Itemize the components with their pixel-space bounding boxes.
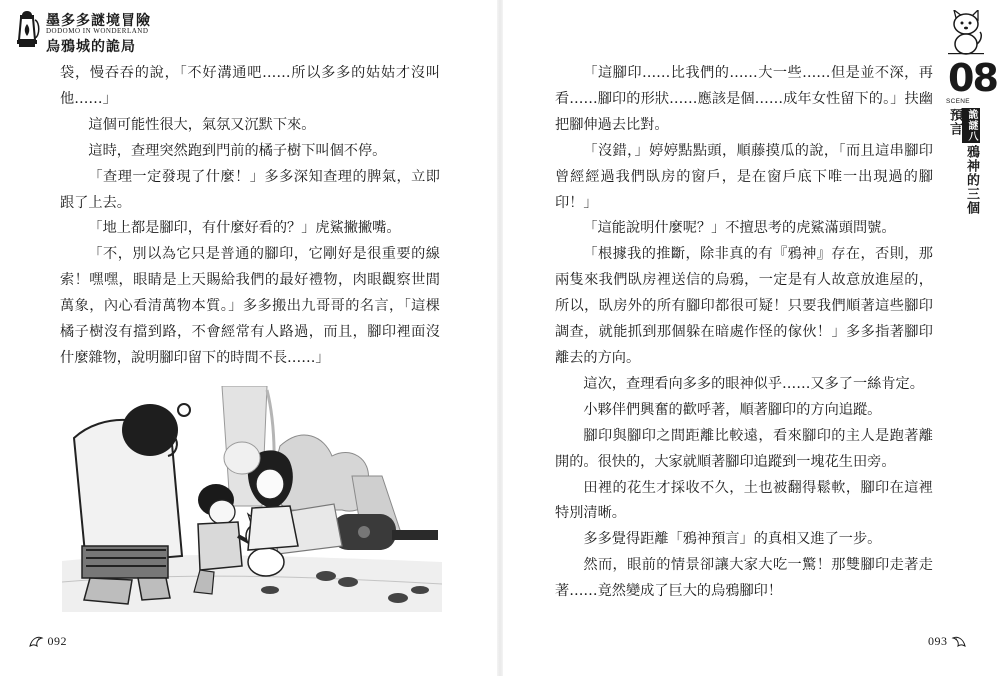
left-page-text <box>60 61 440 372</box>
paragraph: 袋，慢吞吞的說，「不好溝通吧……所以多多的姑姑才沒叫他……」 <box>60 65 440 107</box>
chapter-number: 08 <box>948 56 997 100</box>
scene-tag: 詭謎八 <box>962 108 980 143</box>
paragraph: 「這能說明什麼呢？」不擅思考的虎鯊滿頭問號。 <box>583 220 896 237</box>
paragraph: 田裡的花生才採收不久，土也被翻得鬆軟，腳印在這裡特別清晰。 <box>555 479 933 522</box>
paragraph: 這個可能性很大，氣氛又沉默下來。 <box>88 116 316 133</box>
paragraph: 「地上都是腳印，有什麼好看的？」虎鯊撇撇嘴。 <box>88 220 401 237</box>
page-number-text: 093 <box>928 634 948 648</box>
book-title: 烏鴉城的詭局 <box>46 39 136 55</box>
page-number-text: 092 <box>47 634 67 648</box>
page-number-left <box>28 634 67 650</box>
crow-ornament-icon <box>951 634 967 650</box>
chapter-title-vertical <box>947 108 980 218</box>
dog-icon <box>948 10 984 56</box>
paragraph: 然而，眼前的情景卻讓大家大吃一驚！那雙腳印走著走著……竟然變成了巨大的烏鴉腳印！ <box>555 557 933 600</box>
paragraph: 「不，別以為它只是普通的腳印，它剛好是很重要的線索！嘿嘿，眼睛是上天賜給我們的最好禮物，肉眼觀察世間萬象，內心看清萬物本質。」多多搬出九哥哥的名言，「這棵橘子樹沒有擋到路，不會經常有人路過，而且，腳印裡面沒什麼雜物，說明腳印留下的時間不長……」 <box>60 246 440 366</box>
paragraph: 「沒錯，」婷婷點點頭，順藤摸瓜的說，「而且這串腳印曾經經過我們臥房的窗戶，是在窗戶底下唯一出現過的腳印！」 <box>555 142 933 211</box>
paragraph: 這時，查理突然跑到門前的橘子樹下叫個不停。 <box>88 142 387 159</box>
paragraph: 小夥伴們興奮的歡呼著，順著腳印的方向追蹤。 <box>583 401 882 418</box>
chapter-title: 鴉神的三個預言 <box>947 108 979 215</box>
right-page-text <box>555 61 933 605</box>
paragraph: 多多覺得距離「鴉神預言」的真相又進了一步。 <box>583 531 882 548</box>
series-subtitle: DODOMO IN WONDERLAND <box>46 27 149 35</box>
series-title: 墨多多謎境冒險 <box>46 13 151 29</box>
page-gutter <box>497 0 503 676</box>
lantern-icon <box>14 10 40 52</box>
paragraph: 「根據我的推斷，除非真的有『鴉神』存在，否則，那兩隻來我們臥房裡送信的烏鴉，一定是有人故意放進屋的，所以，臥房外的所有腳印都很可疑！只要我們順著這些腳印調查，就能抓到那個躲在暗處作怪的傢伙！」多多指著腳印離去的方向。 <box>555 246 933 366</box>
crow-ornament-icon <box>28 634 44 650</box>
scene-label: SCENE <box>946 98 970 105</box>
chapter-marker <box>946 8 998 218</box>
paragraph: 「這腳印……比我們的……大一些……但是並不深，再看……腳印的形狀……應該是個……成年女性留下的。」扶幽把腳伸過去比對。 <box>555 65 933 133</box>
paragraph: 這次，查理看向多多的眼神似乎……又多了一絲肯定。 <box>583 375 924 392</box>
paragraph: 腳印與腳印之間距離比較遠，看來腳印的主人是跑著離開的。很快的，大家就順著腳印追蹤到一塊花生田旁。 <box>555 427 933 470</box>
story-illustration <box>62 386 442 612</box>
page-number-right <box>928 634 967 650</box>
paragraph: 「查理一定發現了什麼！」多多深知查理的脾氣，立即跟了上去。 <box>60 168 440 211</box>
